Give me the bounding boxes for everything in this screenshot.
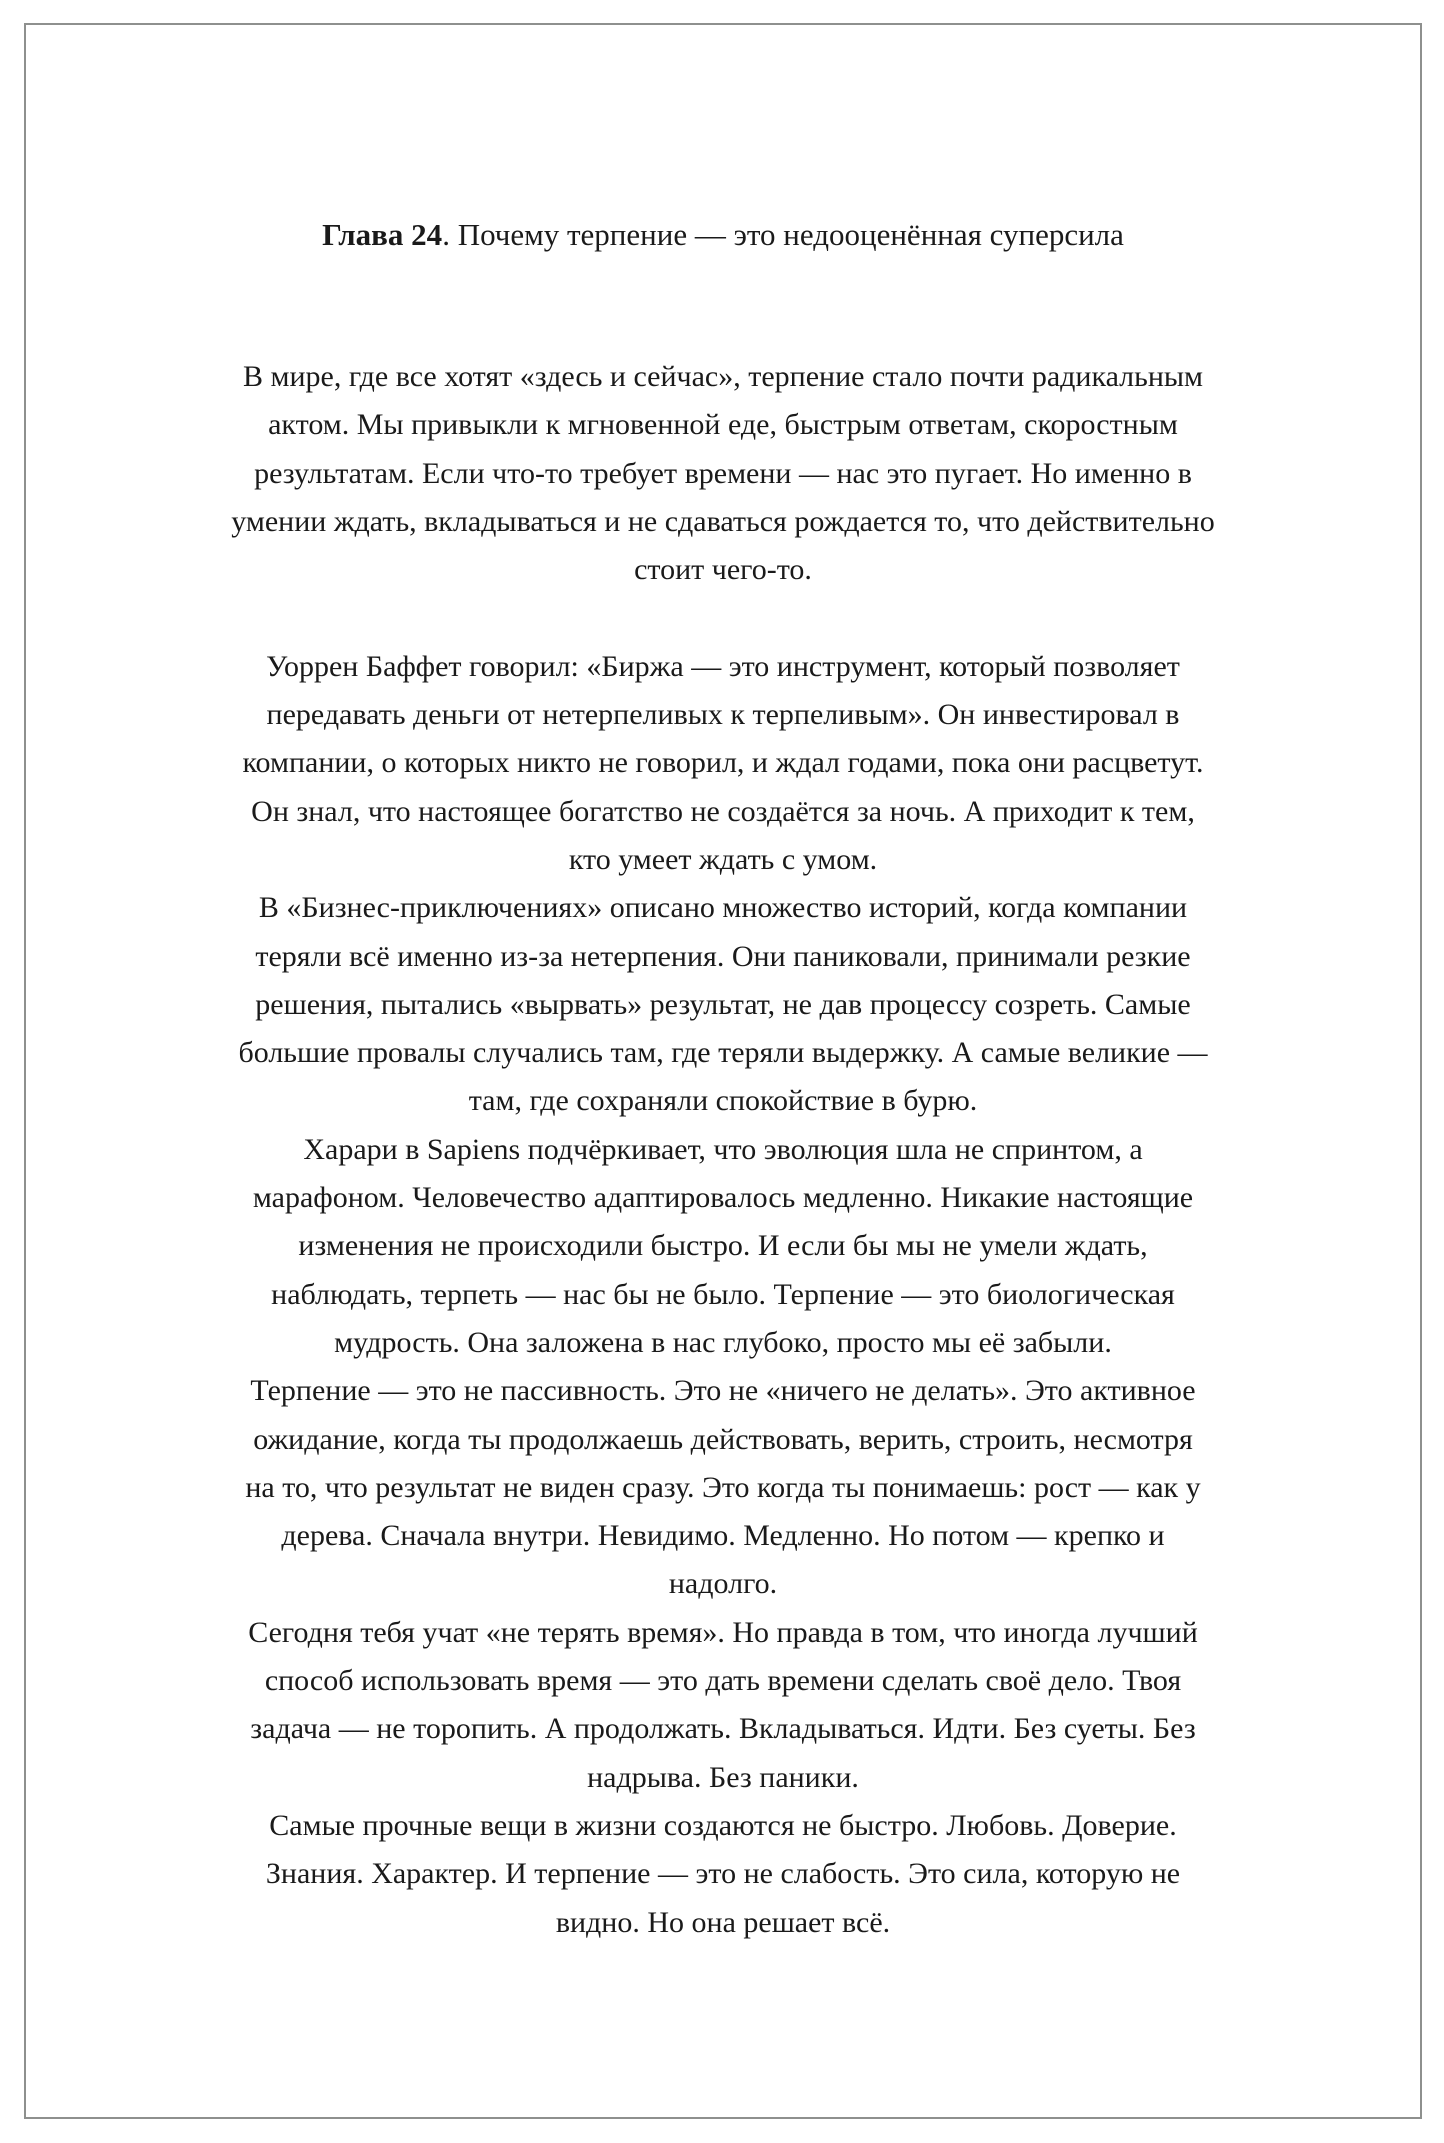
- text-line: Сегодня тебя учат «не терять время». Но правда в том, что иногда лучший: [248, 1615, 1198, 1649]
- chapter-body: [26, 353, 1420, 1947]
- text-line: компании, о которых никто не говорил, и ждал годами, пока они расцветут.: [242, 746, 1204, 780]
- text-line: задача — не торопить. А продолжать. Вкладываться. Идти. Без суеты. Без: [250, 1712, 1196, 1746]
- text-line: там, где сохраняли спокойствие в бурю.: [468, 1084, 978, 1118]
- text-line: теряли всё именно из-за нетерпения. Они паниковали, принимали резкие: [255, 939, 1191, 973]
- text-line: большие провалы случались там, где теряли выдержку. А самые великие —: [238, 1036, 1208, 1070]
- text-line: изменения не происходили быстро. И если бы мы не умели ждать,: [298, 1229, 1148, 1263]
- text-line: способ использовать время — это дать времени сделать своё дело. Твоя: [264, 1664, 1182, 1698]
- paragraph: [26, 1609, 1420, 1802]
- paragraph: [26, 884, 1420, 1125]
- paragraph: [26, 643, 1420, 884]
- text-line: умении ждать, вкладываться и не сдаваться рождается то, что действительно: [231, 504, 1215, 538]
- chapter-title: . Почему терпение — это недооценённая суперсила: [442, 217, 1124, 252]
- text-line: дерева. Сначала внутри. Невидимо. Медленно. Но потом — крепко и: [281, 1519, 1165, 1553]
- text-line: видно. Но она решает всё.: [555, 1905, 891, 1939]
- text-line: надрыва. Без паники.: [587, 1760, 859, 1794]
- text-line: наблюдать, терпеть — нас бы не было. Терпение — это биологическая: [271, 1277, 1175, 1311]
- text-line: решения, пытались «вырвать» результат, не дав процессу созреть. Самые: [255, 987, 1191, 1021]
- text-line: передавать деньги от нетерпеливых к терпеливым». Он инвестировал в: [266, 698, 1180, 732]
- text-line: мудрость. Она заложена в нас глубоко, просто мы её забыли.: [334, 1325, 1112, 1359]
- text-line: Уоррен Баффет говорил: «Биржа — это инструмент, который позволяет: [266, 649, 1180, 683]
- text-line: В «Бизнес-приключениях» описано множество историй, когда компании: [258, 891, 1188, 925]
- chapter-heading: [26, 211, 1420, 259]
- paragraph: [26, 1367, 1420, 1608]
- paragraph: [26, 353, 1420, 594]
- paragraph: [26, 1802, 1420, 1947]
- text-line: надолго.: [668, 1567, 778, 1601]
- text-line: Терпение — это не пассивность. Это не «ничего не делать». Это активное: [250, 1374, 1196, 1408]
- text-line: Он знал, что настоящее богатство не создаётся за ночь. А приходит к тем,: [251, 794, 1195, 828]
- text-line: В мире, где все хотят «здесь и сейчас», терпение стало почти радикальным: [242, 360, 1204, 393]
- text-line: кто умеет ждать с умом.: [568, 842, 878, 876]
- document-page: [24, 23, 1422, 2119]
- text-line: актом. Мы привыкли к мгновенной еде, быстрым ответам, скоростным: [268, 408, 1178, 442]
- text-line: марафоном. Человечество адаптировалось медленно. Никакие настоящие: [252, 1181, 1194, 1215]
- paragraph: [26, 1126, 1420, 1367]
- text-line: Знания. Характер. И терпение — это не слабость. Это сила, которую не: [265, 1857, 1181, 1891]
- text-line: результатам. Если что-то требует времени — нас это пугает. Но именно в: [254, 456, 1192, 490]
- text-line: на то, что результат не виден сразу. Это когда ты понимаешь: рост — как у: [245, 1470, 1201, 1504]
- text-line: ожидание, когда ты продолжаешь действовать, верить, строить, несмотря: [253, 1422, 1193, 1456]
- text-line: стоит чего-то.: [634, 553, 812, 587]
- text-line: Харари в Sapiens подчёркивает, что эволюция шла не спринтом, а: [303, 1132, 1143, 1166]
- text-line: Самые прочные вещи в жизни создаются не быстро. Любовь. Доверие.: [269, 1808, 1177, 1842]
- chapter-label: Глава 24: [322, 217, 443, 252]
